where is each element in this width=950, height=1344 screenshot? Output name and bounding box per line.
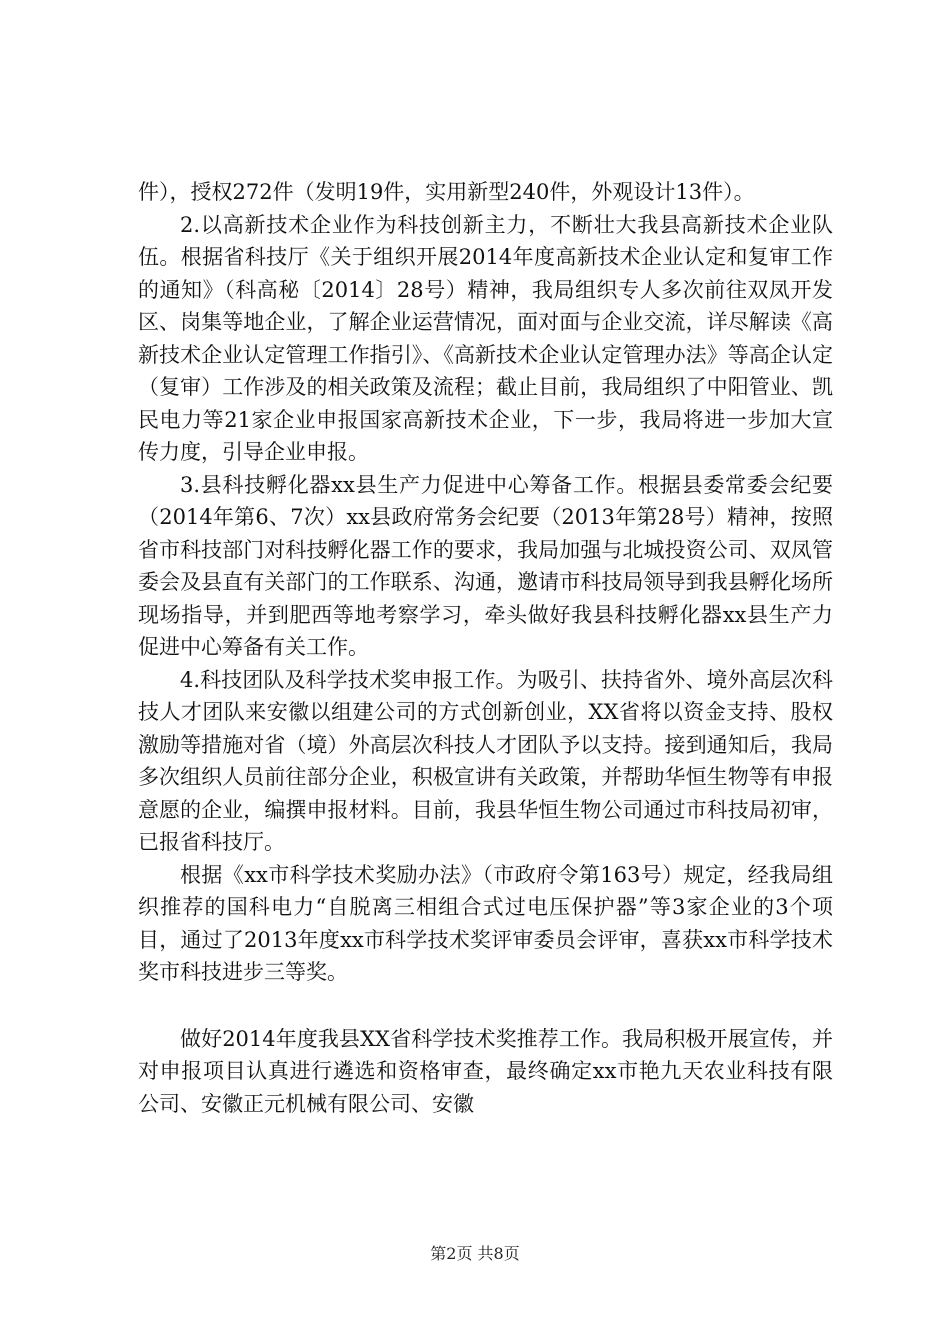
paragraph-city-award: 根据《xx市科学技术奖励办法》（市政府令第163号）规定，经我局组织推荐的国科电力“自脱离三相组合式过电压保护器”等3家企业的3个项目，通过了2013年度xx市科学技术奖评审委员会评审，喜获xx市科学技术奖市科技进步三等奖。 — [138, 862, 833, 984]
paragraph-tech-teams: 4.科技团队及科学技术奖申报工作。为吸引、扶持省外、境外高层次科技人才团队来安徽以组建公司的方式创新创业，XX省将以资金支持、股权激励等措施对省（境）外高层次科技人才团队予以支持。接到通知后，我局多次组织人员前往部分企业，积极宣讲有关政策，并帮助华恒生物等有申报意愿的企业，编撰申报材料。目前，我县华恒生物公司通过市科技局初审，已报省科技厅。 — [138, 667, 833, 854]
document-body — [138, 176, 833, 1120]
paragraph-high-tech-enterprises: 2.以高新技术企业作为科技创新主力，不断壮大我县高新技术企业队伍。根据省科技厅《关于组织开展2014年度高新技术企业认定和复审工作的通知》（科高秘〔2014〕28号）精神，我局组织专人多次前往双凤开发区、岗集等地企业，了解企业运营情况，面对面与企业交流，详尽解读《高新技术企业认定管理工作指引》、《高新技术企业认定管理办法》等高企认定（复审）工作涉及的相关政策及流程；截止目前，我局组织了中阳管业、凯民电力等21家企业申报国家高新技术企业，下一步，我局将进一步加大宣传力度，引导企业申报。 — [138, 212, 833, 464]
paragraph-province-award: 做好2014年度我县XX省科学技术奖推荐工作。我局积极开展宣传，并对申报项目认真进行遴选和资格审查，最终确定xx市艳九天农业科技有限公司、安徽正元机械有限公司、安徽 — [138, 1026, 833, 1116]
paragraph-continuation: 件），授权272件（发明19件，实用新型240件，外观设计13件）。 — [138, 180, 755, 204]
page-number-footer: 第2页 共8页 — [430, 1244, 520, 1263]
paragraph-incubator: 3.县科技孵化器xx县生产力促进中心筹备工作。根据县委常委会纪要（2014年第6、7次）xx县政府常务会纪要（2013年第28号）精神，按照省市科技部门对科技孵化器工作的要求，我局加强与北城投资公司、双凤管委会及县直有关部门的工作联系、沟通，邀请市科技局领导到我县孵化场所现场指导，并到肥西等地考察学习，牵头做好我县科技孵化器xx县生产力促进中心筹备有关工作。 — [138, 472, 833, 659]
